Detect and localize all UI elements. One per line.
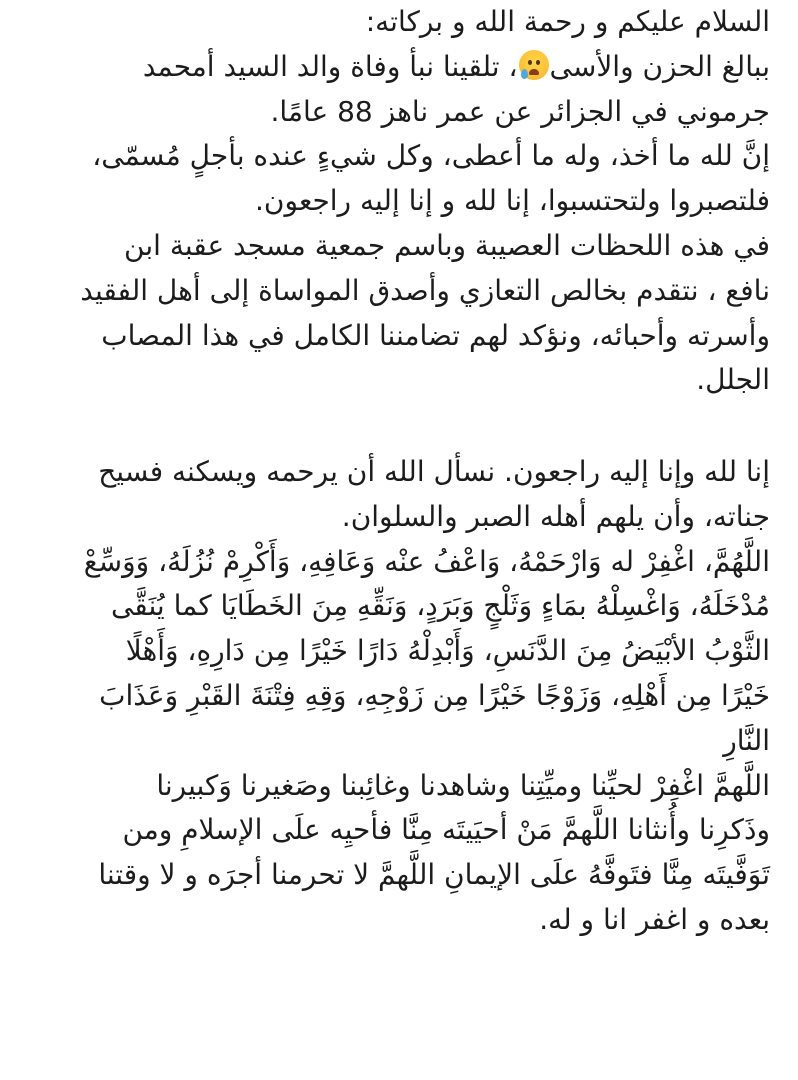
dua-line: خَيْرًا مِن أَهْلِهِ، وَزَوْجًا خَيْرًا مِن زَوْجِهِ، وَقِهِ فِتْنَةَ القَبْرِ وَعَذَابَ: [99, 678, 770, 712]
text-fragment: ، تلقينا نبأ وفاة والد السيد أمحمد: [142, 49, 518, 83]
dua-line: تَوَفَّيتَه مِنَّا فتَوفَّهُ علَى الإيمانِ اللَّهمَّ لا تحرمنا أجرَه و لا وقتنا: [98, 858, 770, 892]
text-line: فلتصبروا ولتحتسبوا، إنا لله و إنا إليه راجعون.: [255, 184, 770, 218]
condolence-post: [20, 0, 770, 943]
text-line: وأسرته وأحبائه، ونؤكد لهم تضامننا الكامل في هذا المصاب: [101, 318, 770, 352]
text-line: جرموني في الجزائر عن عمر ناهز 88 عامًا.: [270, 94, 770, 128]
text-line: في هذه اللحظات العصيبة وباسم جمعية مسجد عقبة ابن: [124, 228, 770, 262]
paragraph-prayer: [20, 450, 770, 943]
text-line: [20, 45, 770, 90]
text-line: جناته، وأن يلهم أهله الصبر والسلوان.: [341, 499, 770, 533]
paragraph-spacer: [20, 403, 770, 448]
text-line: الجلل.: [696, 363, 770, 397]
paragraph-announcement: [20, 0, 770, 403]
dua-line: النَّارِ: [723, 723, 770, 757]
closing-line: بعده و اغفر انا و له.: [539, 902, 770, 936]
dua-line: الثَّوْبُ الأبْيَضُ مِنَ الدَّنَسِ، وَأَبْدِلْهُ دَارًا خَيْرًا مِن دَارِهِ، وَأَهْلًا: [125, 634, 770, 668]
text-line: إنا لله وإنا إليه راجعون. نسأل الله أن يرحمه ويسكنه فسيح: [98, 454, 770, 488]
dua-line: مُدْخَلَهُ، وَاغْسِلْهُ بمَاءٍ وَثَلْجٍ وَبَرَدٍ، وَنَقِّهِ مِنَ الخَطَايَا كما يُنَقَّى: [110, 589, 770, 623]
crying-face-emoji-icon: [519, 50, 549, 80]
text-fragment: ببالغ الحزن والأسى: [549, 49, 770, 83]
dua-line: اللَّهُمَّ، اغْفِرْ له وَارْحَمْهُ، وَاعْفُ عنْه وَعَافِهِ، وَأَكْرِمْ نُزُلَهُ، وَوَسِّعْ: [83, 544, 770, 578]
dua-line: اللَّهمَّ اغْفِرْ لحيِّنا وميِّتِنا وشاهدنا وغائِبنا وصَغيرنا وَكبيرنا: [156, 768, 770, 802]
dua-line: وذَكرِنا وأُنثانا اللَّهمَّ مَنْ أحيَيتَه مِنَّا فأحيِه علَى الإسلامِ ومن: [122, 813, 770, 847]
greeting-line: السلام عليكم و رحمة الله و بركاته:: [365, 5, 770, 38]
text-line: نافع ، نتقدم بخالص التعازي وأصدق المواساة إلى أهل الفقيد: [80, 273, 770, 307]
text-line: إنَّ لله ما أخذ، وله ما أعطى، وكل شيءٍ عنده بأجلٍ مُسمّى،: [92, 139, 770, 173]
